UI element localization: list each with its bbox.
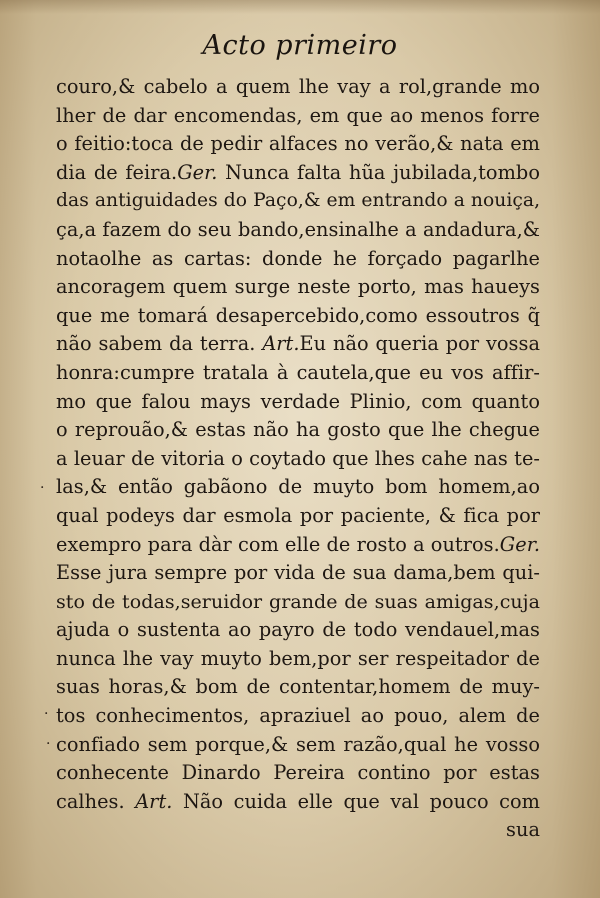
- text-line: não sabem da terra. Art.Eu não queria por vossa: [56, 332, 540, 356]
- speaker-art: Art.: [262, 332, 300, 356]
- text-line: calhes. Art. Não cuida elle que val pouco com: [56, 789, 540, 813]
- text-line: notaolhe as cartas: donde he forçado pagarlhe: [56, 246, 540, 270]
- text-line: Esse jura sempre por vida de sua dama,bem qui-: [56, 561, 540, 585]
- text-line: confiado sem porque,& sem razão,qual he vosso: [56, 732, 540, 756]
- text-line: mo que falou mays verdade Plinio, com quanto: [56, 389, 540, 413]
- text-line: ajuda o sustenta ao payro de todo vendauel,mas: [56, 618, 540, 642]
- margin-dot: ·: [40, 480, 45, 496]
- catchword: sua: [506, 818, 540, 842]
- text-line: sto de todas,seruidor grande de suas amigas,cuja: [56, 590, 540, 613]
- text-line: das antiguidades do Paço,& em entrando a nouiça,: [56, 190, 541, 212]
- speaker-art: Art.: [135, 789, 173, 813]
- text-line: qual podeys dar esmola por paciente, & fica por: [56, 503, 540, 527]
- text-line: ça,a fazem do seu bando,ensinalhe a andadura,&: [56, 217, 540, 241]
- text-line: suas horas,& bom de contentar,homem de muy-: [56, 675, 540, 699]
- text-line: a leuar de vitoria o coytado que lhes cahe nas te-: [56, 446, 540, 470]
- text-line: honra:cumpre tratala à cautela,que eu vos affir-: [56, 360, 540, 384]
- text-line: o reprouão,& estas não ha gosto que lhe chegue: [56, 418, 540, 442]
- speaker-ger: Ger.: [177, 160, 218, 184]
- text-line: o feitio:toca de pedir alfaces no verão,& nata em: [56, 132, 540, 156]
- text-line: couro,& cabelo a quem lhe vay a rol,grande mo: [56, 75, 540, 98]
- text-line: ancoragem quem surge neste porto, mas haueys: [56, 275, 540, 299]
- margin-dot: ·: [46, 736, 51, 752]
- text-line: lher de dar encomendas, em que ao menos forre: [56, 103, 540, 127]
- speaker-ger: Ger.: [499, 532, 541, 556]
- running-head: Acto primeiro: [202, 30, 398, 61]
- text-line: que me tomará desapercebido,como essoutros q̃: [56, 303, 540, 327]
- text-line: tos conhecimentos, apraziuel ao pouo, alem de: [56, 704, 540, 728]
- text-line: las,& então gabãono de muyto bom homem,ao: [56, 475, 540, 499]
- text-line: nunca lhe vay muyto bem,por ser respeitador de: [56, 646, 540, 670]
- text-line: exempro para dàr com elle de rosto a outros.Ger.: [56, 532, 541, 556]
- text-block: [56, 73, 540, 845]
- text-line: conhecente Dinardo Pereira contino por estas: [56, 761, 540, 785]
- margin-dot: ·: [44, 706, 49, 722]
- text-line: dia de feira.Ger. Nunca falta hũa jubilada,tombo: [56, 160, 540, 184]
